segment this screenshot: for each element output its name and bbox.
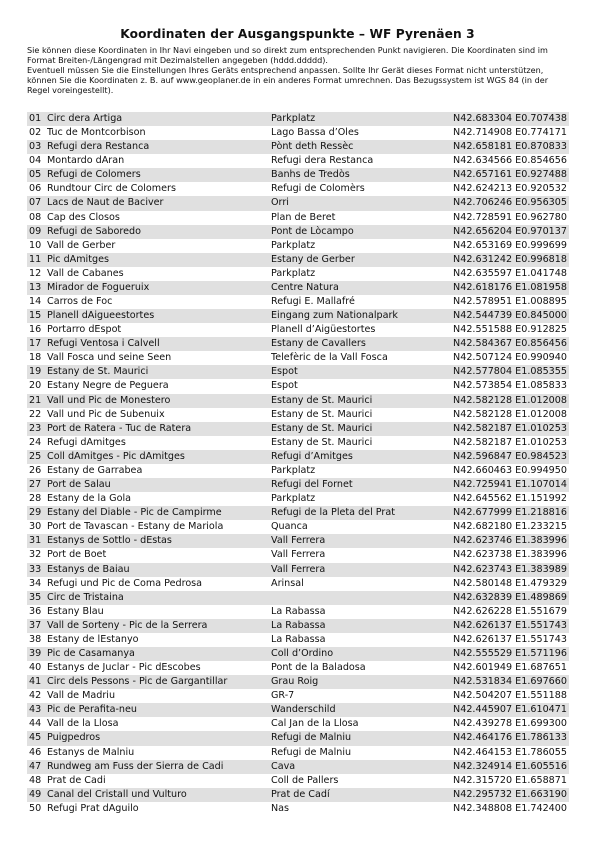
coordinates: N42.626137 E1.551743 <box>453 619 567 631</box>
route-name: Planell dAigueestortes <box>47 310 155 322</box>
route-name: Vall de Madriu <box>47 690 116 702</box>
table-row <box>27 253 569 267</box>
row-number: 28 <box>29 493 42 505</box>
route-name: Vall de Cabanes <box>47 267 124 279</box>
route-name: Pic de Casamanya <box>47 647 135 659</box>
table-row <box>27 619 569 633</box>
start-point: Pont de la Baladosa <box>271 662 366 674</box>
route-name: Portarro dEspot <box>47 324 122 336</box>
coordinates: N42.623738 E1.383996 <box>453 549 567 561</box>
row-number: 30 <box>29 521 42 533</box>
row-number: 03 <box>29 141 42 153</box>
start-point: La Rabassa <box>271 633 326 645</box>
table-row <box>27 548 569 562</box>
row-number: 06 <box>29 183 42 195</box>
route-name: Puigpedros <box>47 732 101 744</box>
start-point: Estany de St. Maurici <box>271 394 373 406</box>
start-point: Refugi del Fornet <box>271 479 353 491</box>
route-name: Refugi Ventosa i Calvell <box>47 338 160 350</box>
table-row <box>27 225 569 239</box>
route-name: Montardo dAran <box>47 155 125 167</box>
start-point: Refugi dera Restanca <box>271 155 374 167</box>
table-row <box>27 379 569 393</box>
table-row <box>27 492 569 506</box>
row-number: 33 <box>29 563 42 575</box>
start-point: Centre Natura <box>271 281 339 293</box>
table-row <box>27 534 569 548</box>
table-row <box>27 689 569 703</box>
coordinates: N42.445907 E1.610471 <box>453 704 567 716</box>
page-title: Koordinaten der Ausgangspunkte – WF Pyrenäen 3 <box>120 27 475 41</box>
row-number: 09 <box>29 225 42 237</box>
start-point: Plan de Beret <box>271 211 336 223</box>
route-name: Circ dera Artiga <box>47 113 123 124</box>
coordinates: N42.582128 E1.012008 <box>453 408 567 420</box>
row-number: 23 <box>29 422 42 434</box>
route-name: Rundtour Circ de Colomers <box>47 183 176 195</box>
coordinates: N42.728591 E0.962780 <box>453 211 567 223</box>
route-name: Vall und Pic de Monestero <box>47 394 171 406</box>
row-number: 12 <box>29 267 42 279</box>
start-point: Vall Ferrera <box>271 549 326 561</box>
coordinates: N42.582128 E1.012008 <box>453 394 567 406</box>
row-number: 43 <box>29 704 42 716</box>
table-row <box>27 563 569 577</box>
start-point: Estany de St. Maurici <box>271 436 373 448</box>
route-name: Vall de Sorteny - Pic de la Serrera <box>47 619 208 631</box>
table-row <box>27 774 569 788</box>
intro-paragraph-1: Sie können diese Koordinaten in Ihr Navi eingeben und so direkt zum entsprechenden Punkt navigieren. Die Koordinaten sind im Format Breiten-/Längengrad mit Dezimalstellen angegeben (hddd.ddddd). <box>27 45 548 66</box>
route-name: Estany de la Gola <box>47 493 131 505</box>
table-row <box>27 717 569 731</box>
route-name: Estanys de Juclar - Pic dEscobes <box>47 662 201 674</box>
table-row <box>27 309 569 323</box>
table-row <box>27 703 569 717</box>
coordinates: N42.582187 E1.010253 <box>453 436 567 448</box>
table-row <box>27 394 569 408</box>
table-row <box>27 591 569 605</box>
row-number: 45 <box>29 732 42 744</box>
table-row <box>27 337 569 351</box>
route-name: Estany Blau <box>47 605 104 617</box>
coordinates: N42.677999 E1.218816 <box>453 507 567 519</box>
route-name: Port de Tavascan - Estany de Mariola <box>47 521 224 533</box>
start-point: Estany de Gerber <box>271 253 355 265</box>
table-row <box>27 323 569 337</box>
coordinates: N42.624213 E0.920532 <box>453 183 567 195</box>
coordinates: N42.601949 E1.687651 <box>453 662 567 674</box>
table-row <box>27 239 569 253</box>
start-point: Pònt deth Ressèc <box>271 141 354 153</box>
table-row <box>27 365 569 379</box>
row-number: 37 <box>29 619 42 631</box>
route-name: Rundweg am Fuss der Sierra de Cadi <box>47 760 224 772</box>
table-row <box>27 802 569 816</box>
row-number: 42 <box>29 690 42 702</box>
route-name: Carros de Foc <box>47 296 113 308</box>
route-name: Vall Fosca und seine Seen <box>47 352 172 364</box>
start-point: Planell d’Aigüestortes <box>271 324 376 336</box>
coordinates: N42.635597 E1.041748 <box>453 267 567 279</box>
route-name: Lacs de Naut de Baciver <box>47 197 164 209</box>
coordinates: N42.623746 E1.383996 <box>453 535 567 547</box>
coordinates: N42.626137 E1.551743 <box>453 633 567 645</box>
row-number: 32 <box>29 549 42 561</box>
coordinates: N42.582187 E1.010253 <box>453 422 567 434</box>
table-row <box>27 661 569 675</box>
route-name: Refugi dAmitges <box>47 436 126 448</box>
route-name: Refugi Prat dAguilo <box>47 802 139 814</box>
start-point: Parkplatz <box>271 493 316 505</box>
start-point: Quanca <box>271 521 308 533</box>
start-point: Coll de Pallers <box>271 774 339 786</box>
intro-paragraph-2: Eventuell müssen Sie die Einstellungen Ihres Geräts entsprechend anpassen. Sollte Ihr Gerät dieses Format nicht unterstützen, können Sie die Koordinaten z. B. auf www.geoplaner.de in ein anderes Format umrechnen. Das Bezugssystem ist WGS 84 (in der Regel voreingestellt). <box>27 65 549 96</box>
coordinates: N42.653169 E0.999699 <box>453 239 567 251</box>
table-row <box>27 436 569 450</box>
route-name: Tuc de Montcorbison <box>47 127 146 139</box>
route-name: Refugi de Colomers <box>47 169 141 181</box>
row-number: 11 <box>29 253 42 265</box>
table-row <box>27 140 569 154</box>
table-row <box>27 351 569 365</box>
start-point: Refugi de la Pleta del Prat <box>271 507 395 519</box>
coordinates: N42.656204 E0.970137 <box>453 225 567 237</box>
start-point: Coll d’Ordino <box>271 647 334 659</box>
coordinates: N42.626228 E1.551679 <box>453 605 567 617</box>
coordinates: N42.706246 E0.956305 <box>453 197 567 209</box>
row-number: 01 <box>29 113 42 124</box>
table-row <box>27 478 569 492</box>
coordinates: N42.580148 E1.479329 <box>453 577 567 589</box>
start-point: Parkplatz <box>271 267 316 279</box>
row-number: 50 <box>29 802 42 814</box>
row-number: 19 <box>29 366 42 378</box>
route-name: Pic dAmitges <box>47 253 109 265</box>
table-row <box>27 647 569 661</box>
row-number: 04 <box>29 155 42 167</box>
coordinates: N42.324914 E1.605516 <box>453 760 567 772</box>
row-number: 41 <box>29 676 42 688</box>
row-number: 17 <box>29 338 42 350</box>
start-point: Espot <box>271 380 298 392</box>
row-number: 27 <box>29 479 42 491</box>
table-row <box>27 450 569 464</box>
start-point: Lago Bassa d’Oles <box>271 127 359 139</box>
start-point: Cal Jan de la Llosa <box>271 718 359 730</box>
start-point: Banhs de Tredòs <box>271 169 350 181</box>
table-row <box>27 281 569 295</box>
row-number: 16 <box>29 324 42 336</box>
table-row <box>27 295 569 309</box>
route-name: Circ dels Pessons - Pic de Gargantillar <box>47 676 228 688</box>
row-number: 47 <box>29 760 42 772</box>
start-point: Refugi de Colomèrs <box>271 183 365 195</box>
route-name: Port de Boet <box>47 549 107 561</box>
row-number: 31 <box>29 535 42 547</box>
route-name: Refugi de Saboredo <box>47 225 141 237</box>
coordinates: N42.634566 E0.854656 <box>453 155 567 167</box>
coordinates: N42.631242 E0.996818 <box>453 253 567 265</box>
route-name: Refugi und Pic de Coma Pedrosa <box>47 577 203 589</box>
row-number: 49 <box>29 788 42 800</box>
row-number: 39 <box>29 647 42 659</box>
row-number: 15 <box>29 310 42 322</box>
row-number: 40 <box>29 662 42 674</box>
route-name: Estanys de Sottlo - dEstas <box>47 535 172 547</box>
coordinates: N42.657161 E0.927488 <box>453 169 567 181</box>
row-number: 07 <box>29 197 42 209</box>
route-name: Vall de la Llosa <box>47 718 119 730</box>
route-name: Estany Negre de Peguera <box>47 380 169 392</box>
start-point: Parkplatz <box>271 464 316 476</box>
row-number: 46 <box>29 746 42 758</box>
table-row <box>27 506 569 520</box>
row-number: 38 <box>29 633 42 645</box>
route-name: Prat de Cadi <box>47 774 106 786</box>
row-number: 34 <box>29 577 42 589</box>
table-row <box>27 788 569 802</box>
table-row <box>27 675 569 689</box>
route-name: Canal del Cristall und Vulturo <box>47 788 187 800</box>
coordinates: N42.507124 E0.990940 <box>453 352 567 364</box>
row-number: 13 <box>29 281 42 293</box>
table-row <box>27 211 569 225</box>
coordinates: N42.596847 E0.984523 <box>453 450 567 462</box>
row-number: 36 <box>29 605 42 617</box>
table-row <box>27 196 569 210</box>
coordinates: N42.315720 E1.658871 <box>453 774 567 786</box>
row-number: 29 <box>29 507 42 519</box>
start-point: Refugi d’Amitges <box>271 450 353 462</box>
route-name: Estany de Garrabea <box>47 464 143 476</box>
table-row <box>27 464 569 478</box>
table-row <box>27 154 569 168</box>
coordinates: N42.504207 E1.551188 <box>453 690 567 702</box>
route-name: Vall und Pic de Subenuix <box>47 408 165 420</box>
route-name: Estany de St. Maurici <box>47 366 149 378</box>
route-name: Cap des Closos <box>47 211 120 223</box>
coordinates: N42.577804 E1.085355 <box>453 366 567 378</box>
route-name: Estanys de Baiau <box>47 563 130 575</box>
route-name: Mirador de Fogueruix <box>47 281 150 293</box>
start-point: Parkplatz <box>271 239 316 251</box>
coordinates: N42.683304 E0.707438 <box>453 113 567 124</box>
row-number: 24 <box>29 436 42 448</box>
start-point: Estany de St. Maurici <box>271 422 373 434</box>
row-number: 18 <box>29 352 42 364</box>
table-row <box>27 746 569 760</box>
start-point: Wanderschild <box>271 704 336 716</box>
table-row <box>27 267 569 281</box>
coordinates: N42.439278 E1.699300 <box>453 718 567 730</box>
start-point: Cava <box>271 760 296 772</box>
start-point: La Rabassa <box>271 619 326 631</box>
start-point: Orri <box>271 197 289 209</box>
start-point: Vall Ferrera <box>271 535 326 547</box>
row-number: 25 <box>29 450 42 462</box>
route-name: Refugi dera Restanca <box>47 141 150 153</box>
row-number: 44 <box>29 718 42 730</box>
start-point: Parkplatz <box>271 113 316 124</box>
coordinates: N42.632839 E1.489869 <box>453 591 567 603</box>
route-name: Estany del Diable - Pic de Campirme <box>47 507 222 519</box>
table-row <box>27 422 569 436</box>
row-number: 26 <box>29 464 42 476</box>
table-row <box>27 112 569 126</box>
coordinates: N42.555529 E1.571196 <box>453 647 567 659</box>
start-point: Arinsal <box>271 577 304 589</box>
route-name: Circ de Tristaina <box>47 591 124 603</box>
start-point: Refugi de Malniu <box>271 746 352 758</box>
table-row <box>27 605 569 619</box>
coordinates: N42.573854 E1.085833 <box>453 380 567 392</box>
intro-text <box>27 45 569 95</box>
coordinates: N42.584367 E0.856456 <box>453 338 567 350</box>
row-number: 22 <box>29 408 42 420</box>
table-row <box>27 577 569 591</box>
route-name: Port de Ratera - Tuc de Ratera <box>47 422 192 434</box>
coordinates: N42.682180 E1.233215 <box>453 521 567 533</box>
start-point: GR-7 <box>271 690 295 702</box>
coordinates-table <box>27 112 569 816</box>
coordinates: N42.464153 E1.786055 <box>453 746 567 758</box>
table-row <box>27 520 569 534</box>
coordinates: N42.544739 E0.845000 <box>453 310 567 322</box>
start-point: Eingang zum Nationalpark <box>271 310 398 322</box>
start-point: Pont de Lòcampo <box>271 225 354 237</box>
route-name: Port de Salau <box>47 479 111 491</box>
row-number: 14 <box>29 296 42 308</box>
row-number: 02 <box>29 127 42 139</box>
table-row <box>27 182 569 196</box>
coordinates: N42.660463 E0.994950 <box>453 464 567 476</box>
route-name: Pic de Perafita-neu <box>47 704 137 716</box>
table-row <box>27 126 569 140</box>
coordinates: N42.714908 E0.774171 <box>453 127 567 139</box>
table-row <box>27 760 569 774</box>
row-number: 10 <box>29 239 42 251</box>
start-point: Grau Roig <box>271 676 319 688</box>
coordinates: N42.551588 E0.912825 <box>453 324 567 336</box>
start-point: Telefèric de la Vall Fosca <box>271 352 388 364</box>
route-name: Vall de Gerber <box>47 239 116 251</box>
route-name: Coll dAmitges - Pic dAmitges <box>47 450 185 462</box>
row-number: 48 <box>29 774 42 786</box>
start-point: Prat de Cadí <box>271 788 330 800</box>
start-point: La Rabassa <box>271 605 326 617</box>
route-name: Estanys de Malniu <box>47 746 135 758</box>
coordinates: N42.725941 E1.107014 <box>453 479 567 491</box>
table-row <box>27 168 569 182</box>
row-number: 05 <box>29 169 42 181</box>
start-point: Vall Ferrera <box>271 563 326 575</box>
row-number: 20 <box>29 380 42 392</box>
start-point: Estany de St. Maurici <box>271 408 373 420</box>
table-row <box>27 633 569 647</box>
coordinates: N42.645562 E1.151992 <box>453 493 567 505</box>
row-number: 35 <box>29 591 42 603</box>
coordinates: N42.658181 E0.870833 <box>453 141 567 153</box>
coordinates: N42.623743 E1.383989 <box>453 563 567 575</box>
start-point: Estany de Cavallers <box>271 338 366 350</box>
coordinates: N42.295732 E1.663190 <box>453 788 567 800</box>
start-point: Nas <box>271 802 290 814</box>
row-number: 21 <box>29 394 42 406</box>
start-point: Refugi E. Mallafré <box>271 296 355 308</box>
coordinates: N42.348808 E1.742400 <box>453 802 567 814</box>
coordinates: N42.464176 E1.786133 <box>453 732 567 744</box>
coordinates: N42.618176 E1.081958 <box>453 281 567 293</box>
start-point: Refugi de Malniu <box>271 732 352 744</box>
route-name: Estany de lEstanyo <box>47 633 139 645</box>
coordinates: N42.578951 E1.008895 <box>453 296 567 308</box>
table-row <box>27 731 569 745</box>
row-number: 08 <box>29 211 42 223</box>
table-row <box>27 408 569 422</box>
coordinates: N42.531834 E1.697660 <box>453 676 567 688</box>
start-point: Espot <box>271 366 298 378</box>
